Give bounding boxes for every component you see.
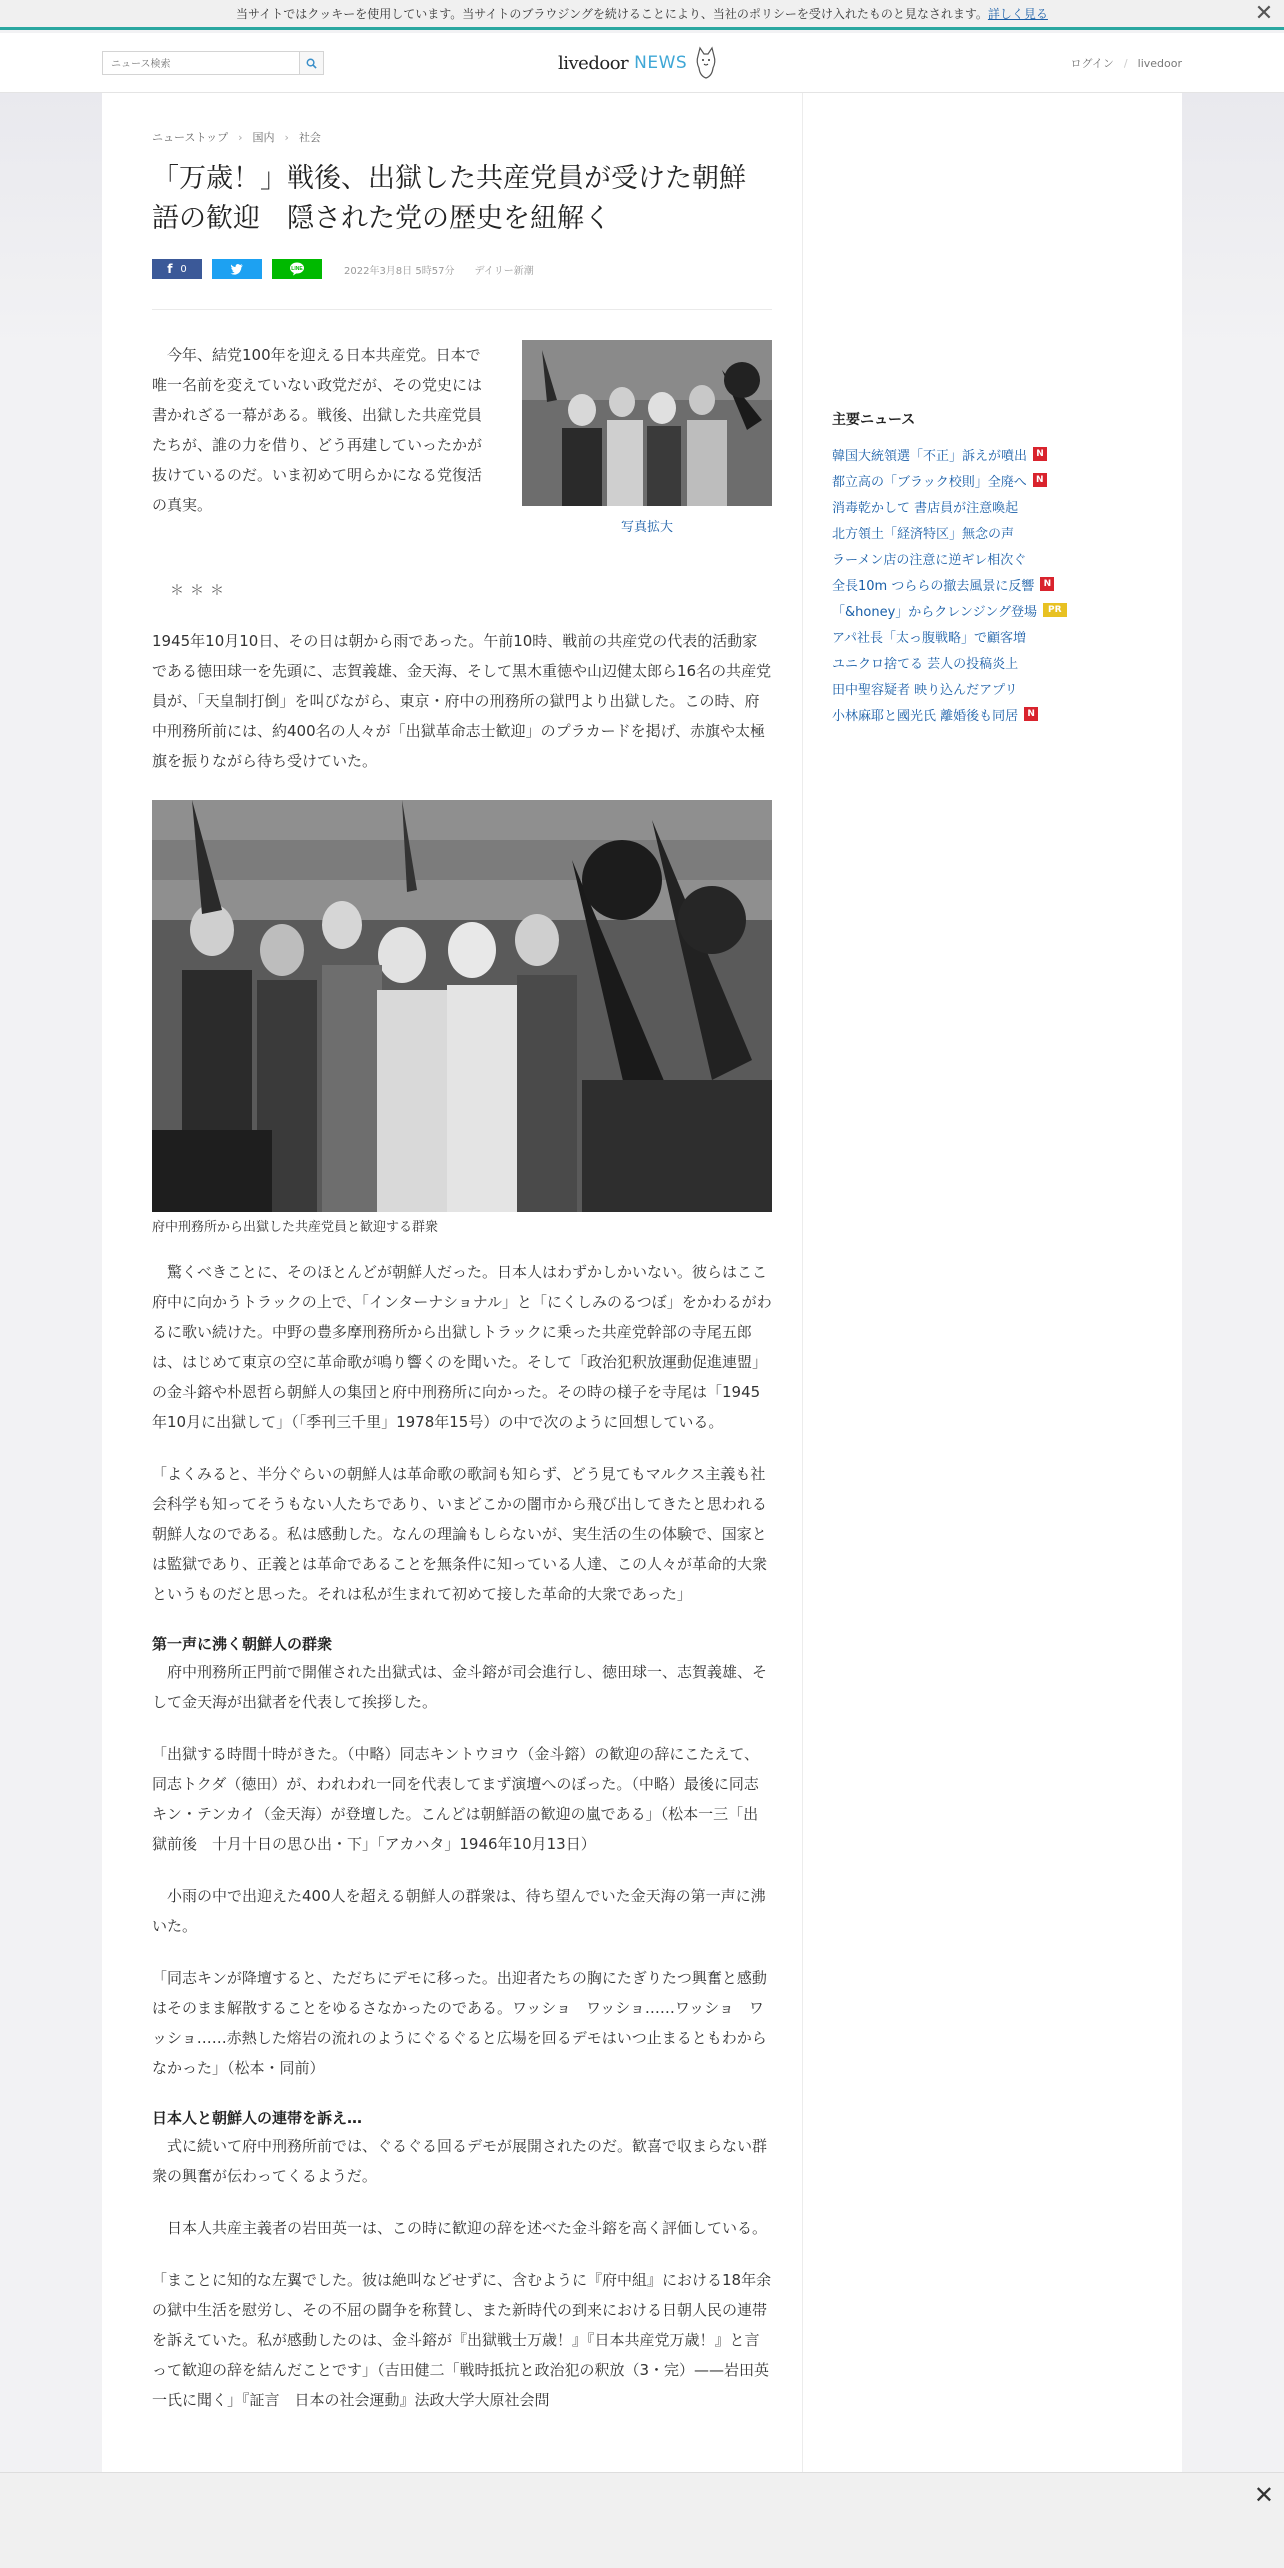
header-links: ログイン / livedoor [1070,57,1182,70]
article-meta [152,259,772,279]
new-badge: N [1033,447,1047,461]
sidebar-news-label[interactable]: 小林麻耶と國光氏 離婚後も同居 [832,708,1019,724]
article-source[interactable]: デイリー新潮 [474,265,534,277]
sidebar-news-item[interactable] [832,571,1132,597]
article-paragraph: 式に続いて府中刑務所前では、ぐるぐる回るデモが展開されたのだ。歓喜で収まらない群衆の興奮が伝わってくるようだ。 [152,2137,768,2185]
sidebar-news-item[interactable] [832,519,1132,545]
sidebar-news-label[interactable]: 田中聖容疑者 映り込んだアプリ [832,682,1018,698]
article-paragraph: 1945年10月10日、その日は朝から雨であった。午前10時、戦前の共産党の代表的活動家である徳田球一を先頭に、志賀義雄、金天海、そして黒木重徳や山辺健太郎ら16名の共産党員が、「天皇制打倒」を叫びながら、東京・府中の刑務所の獄門より出獄した。この時、府中刑務所前には、約400名の人々が「出獄革命志士歓迎」のプラカードを掲げ、赤旗や太極旗を振りながら待ち受けていた。 [152,632,772,770]
facebook-count: 0 [180,263,187,275]
sidebar-news-label[interactable]: 消毒乾かして 書店員が注意喚起 [832,500,1019,516]
article-quote: 「同志キンが降壇すると、ただちにデモに移った。出迎者たちの胸にたぎりたつ興奮と感動はそのまま解散することをゆるさなかったのである。ワッショ ワッショ……ワッショ ワッショ……赤熱した熔岩の流れのようにぐるぐると広場を回るデモはいつ止まるともわからなかった」（松本・同前） [152,1969,767,2077]
breadcrumb-item-top[interactable]: ニューストップ [152,131,229,144]
new-badge: N [1033,473,1047,487]
sidebar-news-label[interactable]: 韓国大統領選「不正」訴えが噴出 [832,448,1028,464]
pr-badge: PR [1043,603,1067,617]
breadcrumb [152,129,772,145]
site-header [0,33,1284,93]
article-paragraph: 小雨の中で出迎えた400人を超える朝鮮人の群衆は、待ち望んでいた金天海の第一声に沸いた。 [152,1887,766,1935]
sidebar-news-label[interactable]: 「&honey」からクレンジング登場 [832,604,1038,620]
new-badge: N [1024,707,1038,721]
twitter-share-button[interactable] [212,259,262,279]
article-date: 2022年3月8日 5時57分 [344,265,455,277]
sidebar-news-item[interactable] [832,649,1132,675]
sidebar-main-news [832,409,1132,727]
sidebar-news-label[interactable]: 北方領土「経済特区」無念の声 [832,526,1015,542]
search-icon [306,58,317,69]
logo-news: NEWS [634,53,688,73]
sidebar-news-item[interactable] [832,441,1132,467]
section-separator: ＊＊＊ [170,583,230,599]
search-box [102,51,324,75]
line-icon [289,262,305,276]
search-button[interactable] [299,52,323,74]
lead-photo[interactable] [522,340,772,535]
photo-enlarge-link[interactable]: 写真拡大 [620,520,673,535]
sidebar-news-label[interactable]: ユニクロ捨てる 芸人の投稿炎上 [832,656,1019,672]
sidebar-news-label[interactable]: 都立高の「ブラック校則」全廃へ [832,474,1027,490]
sidebar-news-item[interactable] [832,467,1132,493]
sidebar-news-label[interactable]: アパ社長「太っ腹戦略」で顧客増 [832,630,1026,646]
cat-mascot-icon [693,46,719,80]
sidebar-title: 主要ニュース [832,412,916,428]
chevron-right-icon: › [284,130,289,144]
line-share-button[interactable] [272,259,322,279]
sidebar-news-item[interactable] [832,623,1132,649]
article-paragraph: 驚くべきことに、そのほとんどが朝鮮人だった。日本人はわずかしかいない。彼らはここ府中に向かうトラックの上で、「インターナショナル」と「にくしみのるつぼ」をかわるがわるに歌い続けた。中野の豊多摩刑務所から出獄しトラックに乗った共産党幹部の寺尾五郎は、はじめて東京の空に革命歌が鳴り響くのを聞いた。そして「政治犯釈放運動促進連盟」の金斗鎔や朴恩哲ら朝鮮人の集団と府中刑務所に向かった。その時の様子を寺尾は「1945年10月に出獄して」（「季刊三千里」1978年15号）の中で次のように回想している。 [152,1263,772,1431]
bottom-ad-bar [0,2472,1284,2568]
sidebar-news-label[interactable]: ラーメン店の注意に逆ギレ相次ぐ [832,552,1027,568]
login-link[interactable]: ログイン [1070,57,1114,70]
close-icon[interactable]: ✕ [1254,1,1274,26]
sidebar-news-item[interactable] [832,597,1132,623]
facebook-share-button[interactable] [152,259,202,279]
article-quote: 「よくみると、半分ぐらいの朝鮮人は革命歌の歌詞も知らず、どう見てもマルクス主義も社会科学も知ってそうもない人たちであり、いまどこかの闇市から飛び出してきたと思われる朝鮮人なのである。私は感動した。なんの理論もしらないが、実生活の生の体験で、国家とは監獄であり、正義とは革命であることを無条件に知っている人達、この人々が革命的大衆というものだと思った。それは私が生まれて初めて接した革命的大衆であった」 [152,1465,768,1603]
main-content [102,93,1182,2568]
cookie-text: 当サイトではクッキーを使用しています。当サイトのブラウジングを続けることにより、当社のポリシーを受け入れたものと見なされます。 [236,7,988,21]
svg-text:LINE: LINE [291,266,303,272]
article [152,93,772,2415]
site-logo[interactable] [558,45,719,81]
livedoor-link[interactable]: livedoor [1137,57,1182,70]
article-paragraph: 日本人共産主義者の岩田英一は、この時に歓迎の辞を述べた金斗鎔を高く評価している。 [167,2219,768,2237]
article-paragraph: 府中刑務所正門前で開催された出獄式は、金斗鎔が司会進行し、徳田球一、志賀義雄、そして金天海が出獄者を代表して挨拶した。 [152,1663,768,1711]
search-input[interactable] [103,54,299,76]
cookie-banner [0,0,1284,30]
article-title: 「万歳！」戦後、出獄した共産党員が受けた朝鮮語の歓迎 隠された党の歴史を紐解く [152,163,746,234]
article-quote: 「出獄する時間十時がきた。（中略）同志キントウヨウ（金斗鎔）の歓迎の辞にこたえて、同志トクダ（徳田）が、われわれ一同を代表してまず演壇へのぼった。（中略）最後に同志キン・テンカイ（金天海）が登壇した。こんどは朝鮮語の歓迎の嵐である」（松本一三「出獄前後 十月十日の思ひ出・下」「アカハタ」1946年10月13日） [152,1745,760,1853]
close-icon[interactable]: ✕ [1253,2481,1274,2509]
logo-livedoor: livedoor [558,52,629,74]
breadcrumb-item-society[interactable]: 社会 [298,131,321,144]
divider [152,309,772,310]
twitter-icon [230,263,244,275]
sidebar-news-item[interactable] [832,701,1132,727]
new-badge: N [1040,577,1054,591]
crowd-photo [152,800,772,1212]
cookie-details-link[interactable]: 詳しく見る [987,7,1048,21]
chevron-right-icon: › [238,130,243,144]
sidebar-news-item[interactable] [832,675,1132,701]
column-divider [802,93,803,2568]
photo-caption: 府中刑務所から出獄した共産党員と歓迎する群衆 [152,1220,439,1235]
lead-paragraph: 今年、結党100年を迎える日本共産党。日本で唯一名前を変えていない政党だが、その党史には書かれざる一幕がある。戦後、出獄した共産党員たちが、誰の力を借り、どう再建していったかが抜けているのだ。いま初めて明らかになる党復活の真実。 [152,346,483,514]
crowd-photo-thumbnail[interactable] [522,340,772,506]
lead-section [152,340,772,570]
sidebar-news-item[interactable] [832,545,1132,571]
section-heading: 第一声に沸く朝鮮人の群衆 [152,1635,333,1653]
section-heading: 日本人と朝鮮人の連帯を訴え… [152,2109,363,2127]
facebook-icon: f [167,262,173,276]
article-quote: 「まことに知的な左翼でした。彼は絶叫などせずに、含むように『府中組』における18年余の獄中生活を慰労し、その不屈の闘争を称賛し、また新時代の到来における日朝人民の連帯を訴えていた。私が感動したのは、金斗鎔が『出獄戦士万歳！』『日本共産党万歳！』と言って歓迎の辞を結んだことです」（吉田健二「戦時抵抗と政治犯の釈放（3・完）——岩田英一氏に聞く」『証言 日本の社会運動』法政大学大原社会問 [152,2271,772,2409]
sidebar-news-label[interactable]: 全長10m つららの撤去風景に反響 [832,578,1035,594]
article-photo [152,800,772,1235]
sidebar-news-item[interactable] [832,493,1132,519]
breadcrumb-item-domestic[interactable]: 国内 [252,131,275,144]
main-news-list [832,441,1132,727]
